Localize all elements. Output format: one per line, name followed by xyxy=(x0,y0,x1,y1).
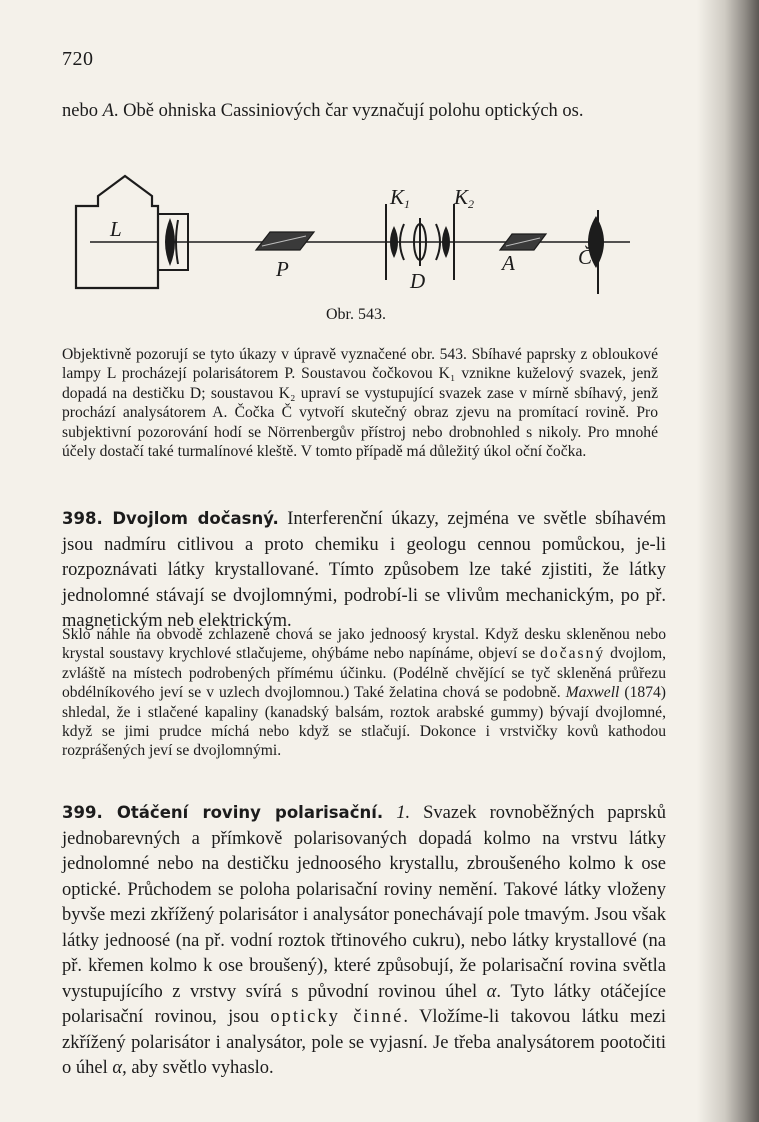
section-399-heading: 399. Otáčení roviny polarisační. xyxy=(62,803,384,822)
page-binding-shadow xyxy=(697,0,759,1122)
section-398-paragraph xyxy=(62,506,666,635)
label-lens: Č xyxy=(578,245,593,269)
section-399-paragraph: 399. Otáčení roviny polarisační. 1. Svazek rovnoběžných paprsků jednobarevných a přímkově polarisovaných dopadá kolmo na vrstvu látky jednolomné nebo na destičku jednoosého krystallu, zbroušeného kolmo k ose optické. Průchodem se poloha polarisační roviny nemění. Takové látky vloženy byvše mezi zkřížený polarisátor i analysátor ponechávají pole tmavým. Jsou však látky jednoosé (na př. vodní roztok třtinového cukru), nebo látky krystallové (na př. křemen kolmo k ose broušený), které způsobují, že polarisační rovina světla vystupujícího z vrstvy svírá s původní rovinou úhel α. Tyto látky otáčejíce polarisační rovinou, jsou opticky činné. Vložíme-li takovou látku mezi zkřížený polarisátor i analysátor, pole se vyjasní. Je třeba analysátorem pootočiti o úhel α, aby světlo vyhaslo. xyxy=(62,803,666,1078)
k2-lens xyxy=(442,226,450,258)
label-lamp: L xyxy=(110,217,122,241)
optical-setup-diagram xyxy=(70,170,630,298)
emphasis-dočasný: dočasný xyxy=(540,645,606,663)
alpha-symbol: α xyxy=(486,981,497,1002)
condenser-lens xyxy=(165,218,175,266)
intro-var-a: A xyxy=(102,101,114,121)
label-k1: K1 xyxy=(390,185,411,211)
intro-start: nebo xyxy=(62,101,103,121)
intro-end: . Obě ohniska Cassiniových čar vyznačují polohu optických os. xyxy=(113,101,584,121)
item-number-1: 1. xyxy=(383,803,411,823)
label-plate: D xyxy=(410,269,426,293)
page-number: 720 xyxy=(62,48,94,70)
label-polarizer: P xyxy=(276,257,289,281)
objective-paragraph: Objektivně pozorují se tyto úkazy v úpravě vyznačené obr. 543. Sbíhavé paprsky z obloukové lampy L procházejí polarisátorem P. Soustavou čočkovou K₁ vznikne kuželový svazek, jenž dopadá na destičku D; soustavou K₂ upraví se vystupující svazek zase v mírně sbíhavý, jenž prochází analysátorem A. Čočka Č vytvoří skutečný obraz zjevu na promítací rovině. Pro subjektivní pozorování hodí se Nörrenbergův přístroj nebo drobnohled s nikoly. Pro mnohé účely dostačí také turmalínové kleště. V tomto případě má důležitý úkol oční čočka. xyxy=(62,346,658,461)
label-k2: K2 xyxy=(454,185,475,211)
intro-paragraph xyxy=(62,99,670,125)
section-398-text: Interferenční úkazy, zejména ve světle sbíhavém jsou nadmíru citlivou a proto chemiku i geologu cennou pomůckou, je-li rozpoznávati látky krystallované. Tímto způsobem lze také zjistiti, že látky jednolomné stávají se dvojlomnými, podrobí-li se vlivům mechanickým, po př. magnetickým neb elektrickým. xyxy=(62,509,666,631)
label-analyzer: A xyxy=(502,251,515,275)
figure-caption: Obr. 543. xyxy=(326,306,386,323)
alpha-symbol-2: α xyxy=(112,1058,123,1078)
author-maxwell: Maxwell xyxy=(565,684,620,702)
figure-543 xyxy=(70,170,630,298)
birefringence-small-paragraph: Sklo náhle na obvodě zchlazené chová se jako jednoosý krystal. Když desku skleněnou nebo krystal soustavy krychlové stlačujeme, ohýbáme nebo napínáme, objeví se dočasný dvojlom, zvláště na místech podrobených přímému účinku. (Podélně chvějící se tyč skleněná průřezu obdélníkového jeví se v uzlech dvojlomnou.) Také želatina chová se podobně. Maxwell (1874) shledal, že i stlačené kapaliny (kanadský balsám, roztok arabské gummy) bývají dvojlomné, když se jimi prudce míchá nebo když se stlačují. Dokonce i vrstvičky kovů kathodou rozprášených jeví se dvojlomnými. xyxy=(62,626,666,760)
section-398-heading: 398. Dvojlom dočasný. xyxy=(62,509,279,528)
emphasis-opticky-cinne: opticky činné xyxy=(270,1007,404,1027)
k1-lens xyxy=(390,226,398,258)
